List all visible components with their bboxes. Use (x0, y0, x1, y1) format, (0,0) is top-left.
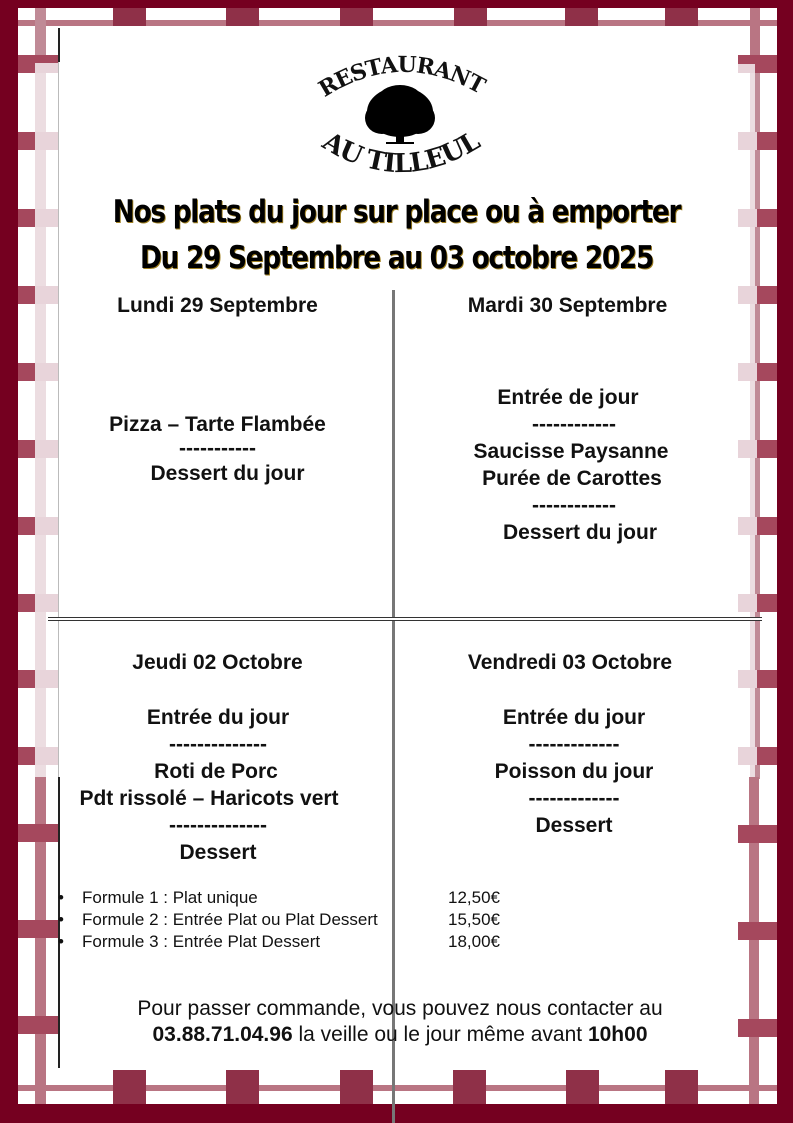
formula-label: Formule 1 : Plat unique (82, 888, 258, 907)
border-square (35, 517, 59, 535)
bullet-icon: • (58, 910, 64, 929)
border-square (738, 1019, 777, 1037)
menu-line: Poisson du jour (494, 760, 654, 783)
menu-line: Pdt rissolé – Haricots vert (79, 787, 339, 810)
border-square (738, 670, 757, 688)
day-title-friday: Vendredi 03 Octobre (467, 651, 673, 674)
border-square (453, 1070, 486, 1104)
border-stripe-left (35, 8, 46, 58)
border-square (18, 132, 35, 150)
border-square (738, 286, 757, 304)
border-square (18, 594, 35, 612)
menu-separator: -------------- (169, 733, 267, 756)
border-square (757, 517, 777, 535)
border-square (18, 440, 35, 458)
border-square (757, 132, 777, 150)
phone-number: 03.88.71.04.96 (152, 1023, 293, 1046)
menu-separator: ----------- (179, 437, 256, 460)
page-margin-line (58, 28, 60, 62)
menu-line: Entrée du jour (502, 706, 646, 729)
border-square (18, 747, 35, 765)
date-range: Du 29 Septembre au 03 octobre 2025 (139, 240, 654, 276)
border-square (757, 440, 777, 458)
border-top (0, 0, 793, 8)
border-square (18, 670, 35, 688)
formula-price: 12,50€ (448, 888, 500, 907)
border-square (738, 209, 757, 227)
border-square (665, 8, 698, 26)
border-square (35, 440, 59, 458)
border-square (738, 64, 755, 73)
restaurant-logo (300, 44, 500, 190)
logo-graphic (300, 44, 500, 190)
formula-label: Formule 3 : Entrée Plat Dessert (82, 932, 321, 951)
contact-line-2 (60, 1022, 740, 1048)
logo-top-text: RESTAURANT (314, 51, 489, 103)
border-square (18, 209, 35, 227)
border-square (566, 1070, 599, 1104)
border-square (35, 670, 59, 688)
border-square (340, 1070, 373, 1104)
formula-price: 18,00€ (448, 932, 500, 951)
border-right (777, 0, 793, 1123)
day-title-thursday: Jeudi 02 Octobre (132, 651, 303, 674)
border-square (757, 209, 777, 227)
border-square (738, 594, 757, 612)
border-square (757, 670, 777, 688)
menu-separator: ------------ (532, 494, 616, 517)
menu-line: Dessert (535, 814, 613, 837)
menu-separator: ------------- (528, 787, 620, 810)
border-square (738, 363, 757, 381)
border-square (757, 363, 777, 381)
border-square (18, 286, 35, 304)
menu-thursday (58, 704, 378, 866)
contact-line-1: Pour passer commande, vous pouvez nous contacter au (137, 997, 663, 1020)
border-square (35, 363, 59, 381)
border-square (226, 8, 259, 26)
border-square (35, 209, 59, 227)
menu-separator: ------------ (532, 413, 616, 436)
border-left (0, 0, 18, 1123)
border-square (226, 1070, 259, 1104)
menu-line: Pizza – Tarte Flambée (109, 413, 326, 436)
border-square (757, 286, 777, 304)
page-margin-line (58, 62, 59, 777)
menu-line: Entrée du jour (146, 706, 290, 729)
menu-line: Dessert (179, 841, 257, 864)
formula-label: Formule 2 : Entrée Plat ou Plat Dessert (82, 910, 378, 929)
border-square (738, 922, 777, 940)
border-square (35, 63, 59, 73)
logo-bottom-text: AU TILLEUL (317, 126, 485, 180)
border-square (454, 8, 487, 26)
border-square (35, 55, 59, 63)
day-title-monday: Lundi 29 Septembre (117, 294, 318, 317)
border-square (35, 132, 59, 150)
menu-friday (400, 704, 748, 839)
border-square (18, 824, 59, 842)
border-square (35, 286, 59, 304)
menu-line: Entrée de jour (497, 386, 639, 409)
tree-icon (365, 85, 435, 144)
border-square (340, 8, 373, 26)
menu-line: Dessert du jour (502, 521, 658, 544)
border-square (757, 594, 777, 612)
headline: Nos plats du jour sur place ou à emporter (112, 194, 681, 230)
border-square (757, 747, 777, 765)
menu-line: Purée de Carottes (482, 467, 662, 490)
menu-line: Saucisse Paysanne (473, 440, 669, 463)
grid-divider-horizontal (48, 617, 762, 621)
bullet-icon: • (58, 888, 64, 907)
border-square (113, 8, 146, 26)
contact-middle-text: la veille ou le jour même avant (292, 1023, 588, 1046)
border-square (113, 1070, 146, 1104)
menu-separator: ------------- (528, 733, 620, 756)
menu-monday (60, 411, 375, 487)
formula-price: 15,50€ (448, 910, 500, 929)
border-bottom (0, 1104, 793, 1123)
border-square (18, 55, 35, 73)
menu-tuesday (400, 384, 748, 546)
border-square (18, 1016, 59, 1034)
day-title-tuesday: Mardi 30 Septembre (467, 294, 668, 317)
deadline-time: 10h00 (587, 1023, 648, 1046)
border-square (665, 1070, 698, 1104)
border-square (35, 594, 59, 612)
contact-info (60, 996, 740, 1048)
menu-line: Roti de Porc (154, 760, 278, 783)
menu-line: Dessert du jour (150, 462, 305, 485)
border-square (18, 517, 35, 535)
border-square (565, 8, 598, 26)
bullet-icon: • (58, 932, 64, 951)
border-square (18, 363, 35, 381)
border-square (738, 132, 757, 150)
border-square (18, 920, 59, 938)
menu-separator: -------------- (169, 814, 267, 837)
